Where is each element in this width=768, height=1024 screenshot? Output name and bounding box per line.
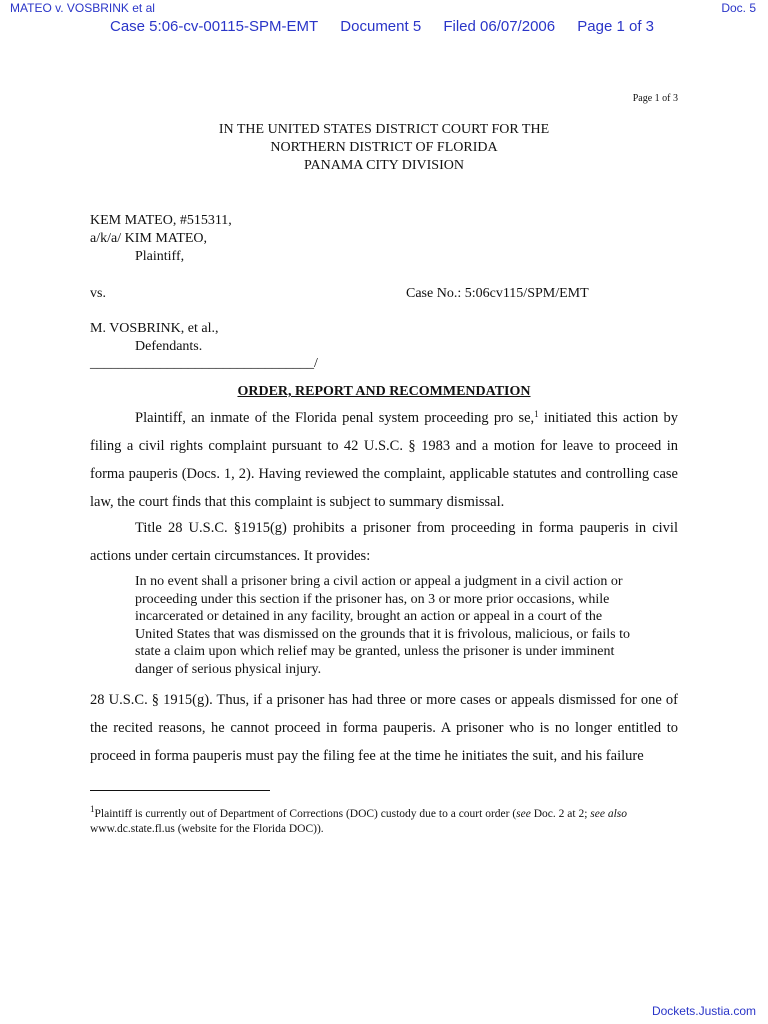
footnote-see-also: see also bbox=[590, 808, 627, 820]
plaintiff-role: Plaintiff, bbox=[135, 249, 185, 264]
dockets-justia-link[interactable]: Dockets.Justia.com bbox=[651, 1004, 756, 1018]
footnote-ref: 1 bbox=[534, 409, 539, 419]
court-line-3: PANAMA CITY DIVISION bbox=[304, 158, 464, 173]
footnote-divider bbox=[90, 790, 270, 791]
header-bar bbox=[0, 0, 768, 44]
filed-date: Filed 06/07/2006 bbox=[443, 18, 556, 35]
doc-label: Doc. 5 bbox=[721, 1, 756, 15]
defendant-name: M. VOSBRINK, et al., bbox=[90, 321, 219, 336]
paragraph-1-text-b: initiated this action by filing a civil rights complaint pursuant to 42 U.S.C. § 1983 and a motion for leave to proceed in forma pauperis (Docs. 1, 2). Having reviewed the complaint, applicable statutes and controlling case law, the court finds that this complaint is subject to summary dismissal. bbox=[90, 410, 678, 510]
court-line-1: IN THE UNITED STATES DISTRICT COURT FOR THE bbox=[218, 122, 550, 137]
order-title-text: ORDER, REPORT AND RECOMMENDATION bbox=[237, 384, 531, 399]
paragraph-1-text-a: Plaintiff, an inmate of the Florida penal system proceeding pro se, bbox=[135, 410, 535, 426]
signature-line: ________________________________/ bbox=[90, 356, 318, 371]
court-caption bbox=[0, 121, 768, 175]
filing-stamp bbox=[110, 18, 672, 35]
footnote-text-c: www.dc.state.fl.us (website for the Florida DOC)). bbox=[90, 823, 324, 835]
paragraph-1 bbox=[90, 404, 678, 516]
paragraph-3: 28 U.S.C. § 1915(g). Thus, if a prisoner has had three or more cases or appeals dismissed for one of the recited reasons, he cannot proceed in forma pauperis. A prisoner who is no longer entitled to proceed in forma pauperis must pay the filing fee at the time he initiates the suit, and his failure bbox=[90, 692, 678, 764]
footnote-text-b: Doc. 2 at 2; bbox=[530, 808, 591, 820]
footnote bbox=[90, 804, 680, 837]
document-number: Document 5 bbox=[340, 18, 422, 35]
case-number: Case 5:06-cv-00115-SPM-EMT bbox=[110, 18, 319, 35]
footnote-marker: 1 bbox=[90, 804, 95, 814]
court-line-2: NORTHERN DISTRICT OF FLORIDA bbox=[270, 140, 498, 155]
plaintiff-alias: a/k/a/ KIM MATEO, bbox=[90, 231, 208, 246]
plaintiff-name: KEM MATEO, #515311, bbox=[90, 213, 232, 228]
defendant-role: Defendants. bbox=[135, 339, 203, 354]
footnote-see: see bbox=[516, 808, 531, 820]
block-quote: In no event shall a prisoner bring a civil action or appeal a judgment in a civil action or proceeding under this section if the prisoner has, on 3 or more prior occasions, while incarcerated or detained in any facility, brought an action or appeal in a court of the United States that was dismissed on the grounds that it is frivolous, malicious, or fails to state a claim upon which relief may be granted, unless the prisoner is under imminent danger of serious physical injury. bbox=[135, 574, 631, 677]
footnote-text-a: Plaintiff is currently out of Department of Corrections (DOC) custody due to a court order ( bbox=[94, 808, 517, 820]
page-indicator: Page 1 of 3 bbox=[577, 18, 655, 35]
order-title bbox=[0, 384, 768, 400]
versus: vs. bbox=[90, 286, 106, 301]
page-number: Page 1 of 3 bbox=[632, 93, 678, 104]
case-no: Case No.: 5:06cv115/SPM/EMT bbox=[406, 286, 589, 301]
paragraph-2: Title 28 U.S.C. §1915(g) prohibits a prisoner from proceeding in forma pauperis in civil actions under certain circumstances. It provides: bbox=[90, 520, 678, 564]
case-title: MATEO v. VOSBRINK et al bbox=[10, 1, 155, 15]
